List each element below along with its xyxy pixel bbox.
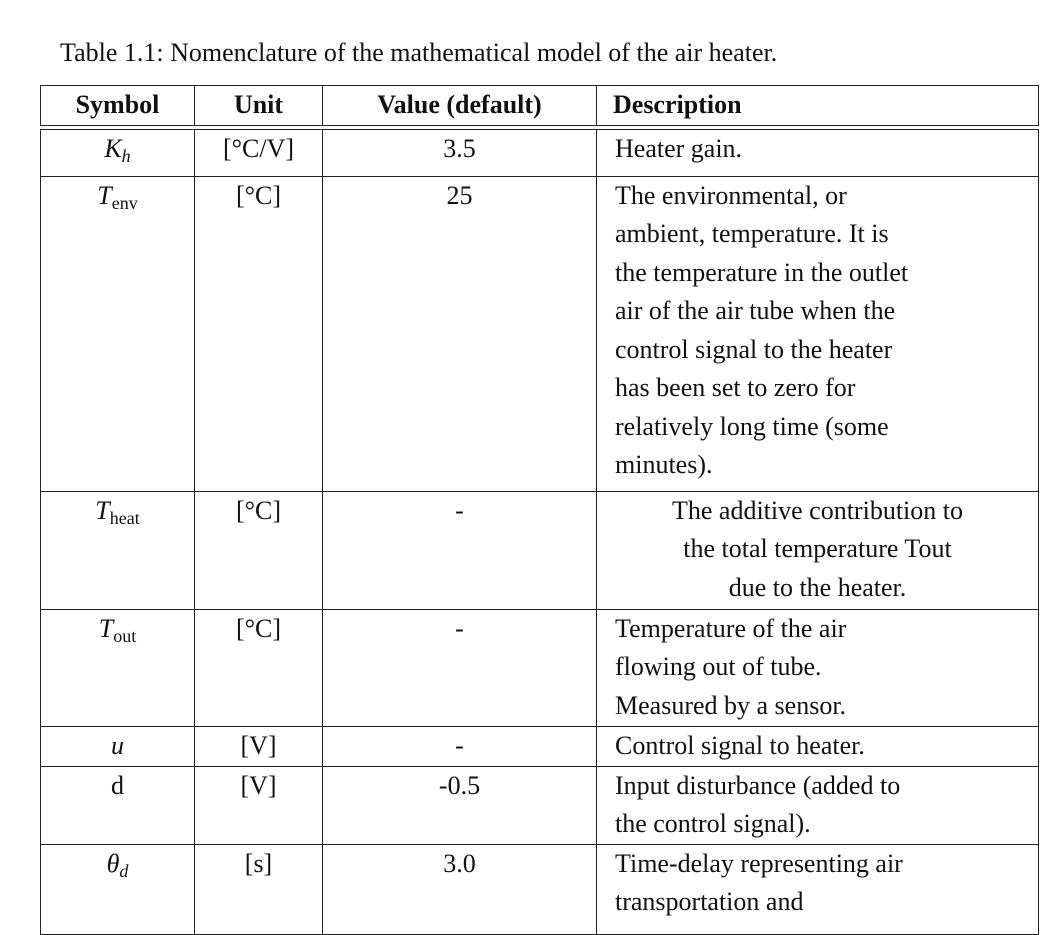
description-line: ambient, temperature. It is [615, 219, 889, 248]
description-line: the temperature in the outlet [615, 257, 909, 287]
symbol-subscript: out [113, 625, 137, 646]
description-cell [597, 726, 1039, 766]
description-line: Input disturbance (added to [615, 770, 901, 800]
unit-cell: [V] [195, 726, 323, 766]
description-line: has been set to zero for [615, 373, 856, 402]
description-cell [597, 766, 1039, 844]
table-row [41, 491, 1039, 609]
value-cell: 3.0 [323, 844, 597, 934]
description-line: due to the heater. [728, 572, 907, 602]
table-caption: Table 1.1: Nomenclature of the mathematical model of the air heater. [60, 38, 778, 67]
symbol-main: K [104, 134, 122, 163]
description-line: Control signal to heater. [615, 730, 865, 760]
symbol-main: T [97, 180, 112, 210]
description-line: transportation and [615, 887, 804, 916]
header-unit: Unit [195, 86, 323, 126]
value-cell: 25 [323, 176, 597, 491]
description-line: Heater gain. [615, 134, 743, 163]
symbol-cell [41, 766, 195, 844]
description-line: control signal to the heater [615, 334, 893, 364]
table-header [40, 85, 1039, 126]
symbol-main: T [98, 613, 114, 643]
symbol-cell [41, 726, 195, 766]
symbol-subscript: heat [109, 507, 140, 528]
table-row [41, 130, 1039, 177]
symbol-cell [41, 491, 195, 609]
header-description: Description [597, 86, 1039, 126]
symbol-subscript: d [119, 860, 129, 881]
table-row [41, 176, 1039, 491]
description-cell [597, 609, 1039, 726]
table-row [41, 766, 1039, 844]
symbol-subscript: h [121, 146, 131, 166]
description-cell [597, 844, 1039, 934]
symbol-subscript: env [111, 192, 138, 213]
symbol-main: θ [106, 848, 120, 878]
description-line: air of the air tube when the [615, 296, 896, 325]
nomenclature-table [40, 129, 1039, 935]
value-cell: - [323, 609, 597, 726]
description-line: Time-delay representing air [615, 848, 903, 878]
description-line: The additive contribution to [672, 495, 963, 525]
value-cell: 3.5 [323, 130, 597, 177]
symbol-cell [41, 844, 195, 934]
description-line: The environmental, or [615, 180, 847, 210]
value-cell: -0.5 [323, 766, 597, 844]
description-line: minutes). [615, 450, 713, 479]
unit-cell: [°C] [195, 491, 323, 609]
symbol-main: T [95, 495, 110, 525]
description-cell [597, 176, 1039, 491]
description-line: flowing out of tube. [615, 652, 822, 681]
symbol-cell [41, 130, 195, 177]
unit-cell: [s] [195, 844, 323, 934]
header-symbol: Symbol [41, 86, 195, 126]
description-cell [597, 130, 1039, 177]
table-row [41, 726, 1039, 766]
description-line: relatively long time (some [615, 411, 889, 441]
value-cell: - [323, 726, 597, 766]
value-cell: - [323, 491, 597, 609]
description-cell [597, 491, 1039, 609]
table-row [41, 844, 1039, 934]
table-row [41, 609, 1039, 726]
symbol-cell [41, 609, 195, 726]
unit-cell: [°C] [195, 176, 323, 491]
header-row [41, 86, 1039, 126]
description-line: the control signal). [615, 809, 811, 838]
unit-cell: [°C/V] [195, 130, 323, 177]
header-value: Value (default) [323, 86, 597, 126]
symbol-main: d [111, 770, 124, 800]
description-line: Temperature of the air [615, 613, 847, 643]
description-line: Measured by a sensor. [615, 690, 847, 720]
description-line: the total temperature Tout [683, 534, 952, 563]
symbol-main: u [111, 730, 124, 760]
symbol-cell [41, 176, 195, 491]
unit-cell: [V] [195, 766, 323, 844]
unit-cell: [°C] [195, 609, 323, 726]
